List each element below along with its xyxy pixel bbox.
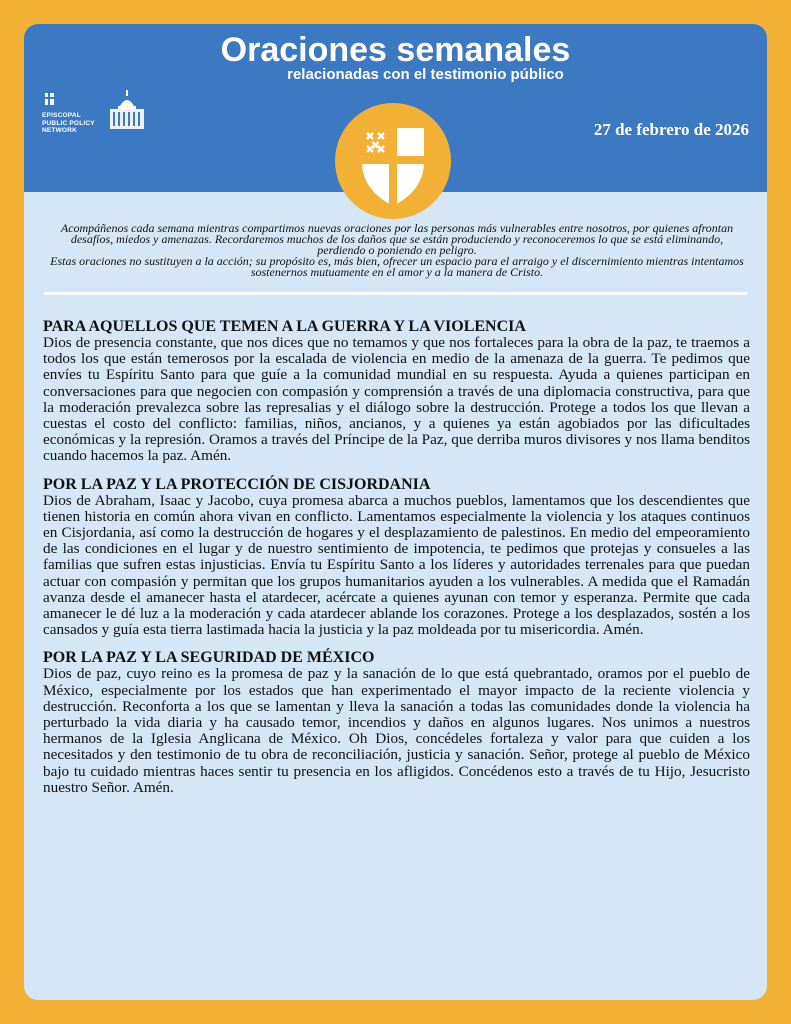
page-subtitle: relacionadas con el testimonio público xyxy=(287,66,564,83)
intro-text: Acompáñenos cada semana mientras compartimos nuevas oraciones por las personas más vulnerables entre nosotros, por quienes afrontan desafíos, miedos y amenazas. Recordaremos muchos de los daños que se están produciendo y reconoceremos lo que se está eliminando, perdiendo o poniendo en peligro. Estas oraciones no sustituyen a la acción; su propósito es, más bien, ofrecer un espacio para el arraigo y el discernimiento mientras intentamos sostenernos mutuamente en el amor y a la manera de Cristo. xyxy=(50,221,744,279)
prayer-section xyxy=(43,318,750,465)
page-title: Oraciones semanales xyxy=(220,31,571,69)
section-body: Dios de paz, cuyo reino es la promesa de paz y la sanación de lo que está quebrantado, oramos por el pueblo de México, especialmente por los estados que han experimentado el mayor impacto de la reciente violencia y destrucción. Reconforta a los que se lamentan y lleva la sanación a todas las comunidades donde la violencia ha perturbado la vida diaria y ha causado temor, incendios y daños en algunos lugares. Nos unimos a nuestros hermanos de la Iglesia Anglicana de México. Oh Dios, concédeles fortaleza y valor para que cuiden a los necesitados y den testimonio de tu obra de reconciliación, justicia y sanación. Señor, protege al pueblo de México bajo tu cuidado mientras haces sentir tu presencia en los afligidos. Concédenos esto a través de tu Hijo, Jesucristo nuestro Señor. Amén. xyxy=(43,665,750,796)
prayers xyxy=(43,318,750,807)
prayer-section xyxy=(43,649,750,796)
eppn-logo xyxy=(42,90,152,140)
section-body: Dios de presencia constante, que nos dices que no temamos y que nos fortaleces para la obra de la paz, te traemos a todos los que están temerosos por la escalada de violencia en medio de la amenaza de la guerra. Te pedimos que envíes tu Espíritu Santo para que guíe a la comunidad mundial en su respuesta. Ayuda a quienes participan en conversaciones para que negocien con compasión y comprensión a través de una diplomacia constructiva, para que la moderación prevalezca sobre las represalias y el diálogo sobre la destrucción. Protege a todos los que llevan a cuestas el costo del conflicto: familias, niños, ancianos, y a quienes ya están agobiados por las dificultades económicas y la represión. Oramos a través del Príncipe de la Paz, que derriba muros divisores y nos llama benditos cuando hacemos la paz. Amén. xyxy=(43,334,750,465)
prayer-section xyxy=(43,476,750,639)
episcopal-shield-icon xyxy=(334,102,452,220)
date-label: 27 de febrero de 2026 xyxy=(593,120,749,139)
divider xyxy=(44,292,747,295)
prayer-card xyxy=(24,24,767,1000)
section-heading: POR LA PAZ Y LA PROTECCIÓN DE CISJORDANIA xyxy=(43,475,431,493)
section-heading: POR LA PAZ Y LA SEGURIDAD DE MÉXICO xyxy=(43,649,375,667)
logo-text: EPISCOPAL PUBLIC POLICY NETWORK xyxy=(42,112,95,134)
section-body: Dios de Abraham, Isaac y Jacobo, cuya promesa abarca a muchos pueblos, lamentamos que los descendientes que tienen historia en común ahora vivan en conflicto. Lamentamos especialmente la violencia y los ataques continuos en Cisjordania, así como la destrucción de hogares y el desplazamiento de palestinos. En medio del empeoramiento de las condiciones en el lugar y de nuestro sentimiento de impotencia, te pedimos que protejas y consueles a las familias que sufren estas injusticias. Envía tu Espíritu Santo a los líderes y autoridades terrenales para que puedan actuar con compasión y permitan que los grupos humanitarios ayuden a los vulnerables. A medida que el Ramadán avanza desde el amanecer hasta el atardecer, acércate a quienes ayunan con temor y esperanza. Permite que cada amanecer le dé luz a la moderación y cada atardecer ablande los corazones. Protege a los desplazados, sostén a los cansados y guía esta tierra lastimada hacia la justicia y la paz moldeada por tu misericordia. Amén. xyxy=(43,491,750,639)
section-heading: PARA AQUELLOS QUE TEMEN A LA GUERRA Y LA VIOLENCIA xyxy=(43,318,526,335)
